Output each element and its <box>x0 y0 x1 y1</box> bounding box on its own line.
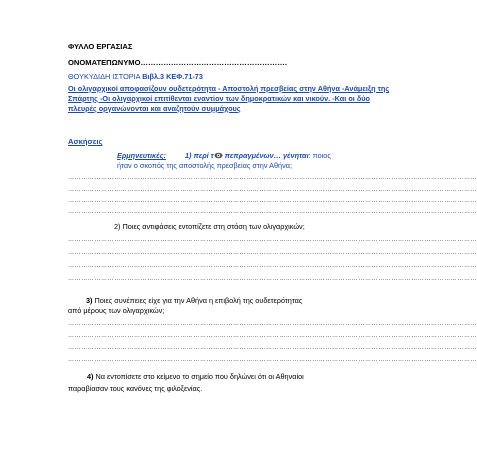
question-1-label: Ερμηνευτικές: <box>117 151 166 160</box>
eye-icon <box>214 152 223 159</box>
question-1-continuation: ήταν ο σκοπός της αποστολής πρεσβείας στην Αθήνα; <box>117 161 292 170</box>
exercises-heading: Ασκήσεις <box>68 137 103 146</box>
question-3-number: 3) <box>86 296 93 305</box>
question-1-text <box>185 151 331 160</box>
name-field-line: ΟΝΟΜΑΤΕΠΩΝΥΜΟ…………………………………………………. <box>68 58 287 67</box>
question-4-number: 4) <box>87 372 94 381</box>
answer-line: …………………………………………………………………………………………………………………………………………………………………… <box>68 321 477 327</box>
answer-line: …………………………………………………………………………………………………………………………………………………………………… <box>68 250 477 256</box>
question-2-text: 2) Ποιες αντιφάσεις εντοπίζετε στη στάση των ολιγαρχικών; <box>114 222 305 231</box>
answer-line: …………………………………………………………………………………………………………………………………………………………………… <box>68 333 477 339</box>
answer-line: …………………………………………………………………………………………………………………………………………………………………… <box>68 357 477 363</box>
answer-line: …………………………………………………………………………………………………………………………………………………………………… <box>68 237 477 243</box>
question-3-text: Ποιες συνέπειες είχε για την Αθήνα η επιβολή της ουδετερότητας <box>92 296 303 305</box>
answer-line: …………………………………………………………………………………………………………………………………………………………………… <box>68 198 477 204</box>
worksheet-title: ΦΥΛΛΟ ΕΡΓΑΣΙΑΣ <box>68 42 133 51</box>
question-3-line-2: από μέρους των ολιγαρχικών; <box>68 306 165 315</box>
question-1-bold-b: πεπραγμένων… γένηται <box>222 151 309 160</box>
question-4-text: Να εντοπίσετε στο κείμενο το σημείο που δηλώνει ότι οι Αθηναίοι <box>93 372 304 381</box>
answer-line: …………………………………………………………………………………………………………………………………………………………………… <box>68 187 477 193</box>
section-heading: Οι ολιγαρχικοί αποφασίζουν ουδετερότητα - Αποστολή πρεσβείας στην Αθήνα -Ανάμειξη της Σπάρτης -Οι ολιγαρχικοί επιτίθενται εναντίον των δημοκρατικών και νικούν. -Και οι δύο πλευρές οργανώνονται και αναζητούν συμμάχους <box>68 84 390 113</box>
answer-line: …………………………………………………………………………………………………………………………………………………………………… <box>68 175 477 181</box>
subtitle-book-chapter: Βιβλ.3 ΚΕΦ.71-73 <box>142 72 203 81</box>
answer-line: …………………………………………………………………………………………………………………………………………………………………… <box>68 345 477 351</box>
subtitle-prefix: ΘΟΥΚΥΔΙΔΗ ΙΣΤΟΡΙΑ <box>68 72 141 81</box>
question-1-rest: : ποιος <box>308 151 331 160</box>
answer-line: …………………………………………………………………………………………………………………………………………………………………… <box>68 263 477 269</box>
question-1-bold-a: 1) περί τ <box>185 151 214 160</box>
question-3-line-1 <box>86 296 302 305</box>
answer-line: …………………………………………………………………………………………………………………………………………………………………… <box>68 209 477 215</box>
source-subtitle <box>68 72 203 81</box>
question-4-line-2: παραβίασαν τους κανόνες της φιλοξενίας. <box>68 384 203 393</box>
question-4-line-1 <box>87 372 304 381</box>
answer-line: …………………………………………………………………………………………………………………………………………………………………… <box>68 276 477 282</box>
